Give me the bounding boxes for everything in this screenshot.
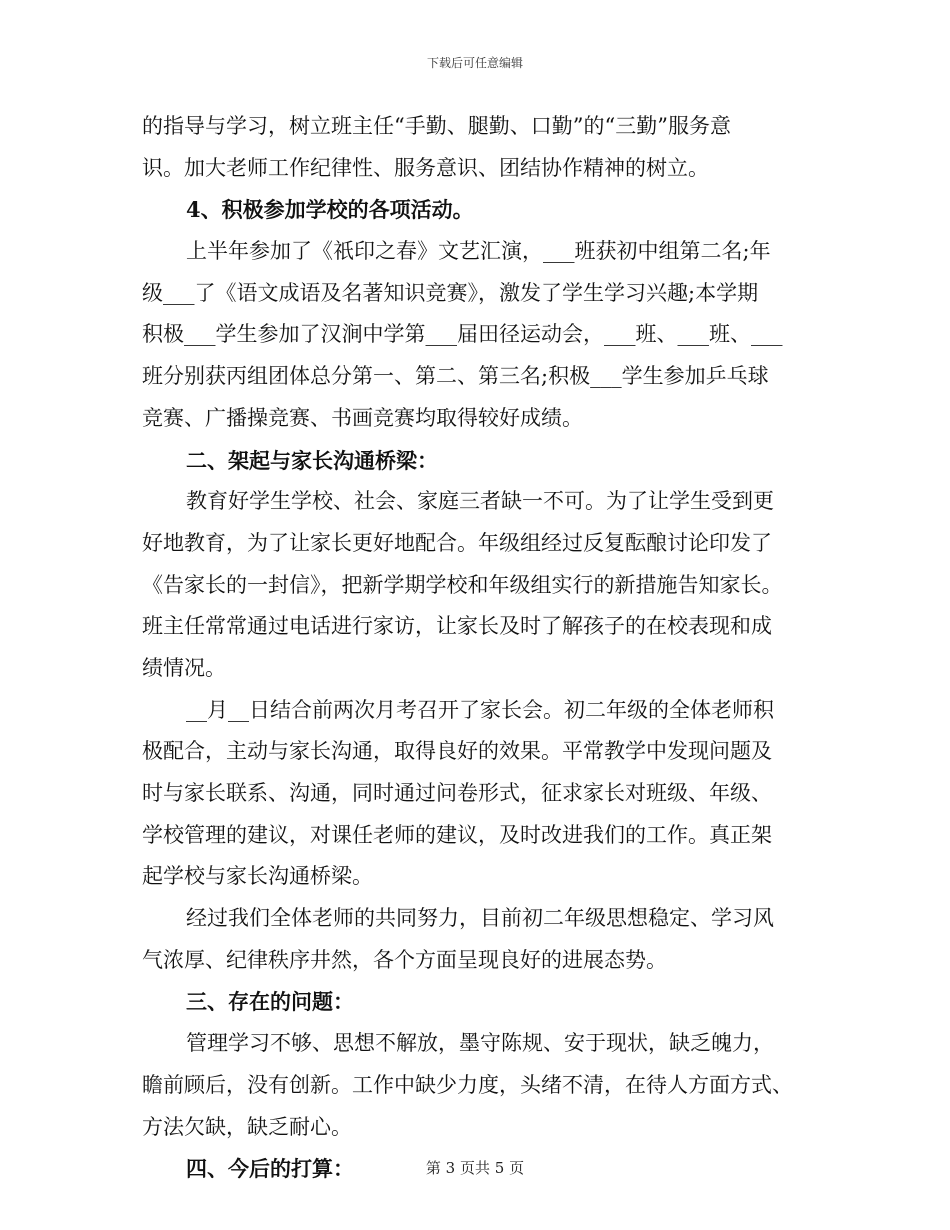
text-line: 极配合，主动与家长沟通，取得良好的效果。平常教学中发现问题及 [142, 739, 772, 764]
text-line: 竞赛、广播操竞赛、书画竞赛均取得较好成绩。 [142, 405, 583, 430]
text-line: 识。加大老师工作纪律性、服务意识、团结协作精神的树立。 [142, 155, 709, 180]
page-header: 下载后可任意编辑 [426, 56, 523, 70]
text-line: 班主任常常通过电话进行家访，让家长及时了解孩子的在校表现和成 [142, 614, 772, 639]
text-line: 气浓厚、纪律秩序井然，各个方面呈现良好的进展态势。 [142, 947, 667, 972]
text-line: __月__日结合前两次月考召开了家长会。初二年级的全体老师积 [186, 697, 774, 722]
page-number: 第 3 页共 5 页 [425, 1159, 525, 1177]
text-line: 管理学习不够、思想不解放，墨守陈规、安于现状，缺乏魄力， [186, 1031, 774, 1056]
text-line: 方法欠缺，缺乏耐心。 [142, 1114, 352, 1139]
text-line: 教育好学生学校、社会、家庭三者缺一不可。为了让学生受到更 [186, 489, 774, 514]
section-heading: 三、存在的问题： [186, 989, 354, 1015]
text-line: 经过我们全体老师的共同努力，目前初二年级思想稳定、学习风 [186, 906, 774, 931]
text-line: 积极___学生参加了汉涧中学第___届田径运动会，___班、___班、___ [142, 322, 783, 347]
text-line: 学校管理的建议，对课任老师的建议，及时改进我们的工作。真正架 [142, 822, 772, 847]
text-line: 瞻前顾后，没有创新。工作中缺少力度，头绪不清，在待人方面方式、 [142, 1072, 793, 1097]
text-line: 级___了《语文成语及名著知识竞赛》，激发了学生学习兴趣;本学期 [142, 280, 759, 305]
document-body [142, 106, 810, 1190]
section-heading: 二、架起与家长沟通桥梁： [186, 447, 438, 473]
text-line: 绩情况。 [142, 655, 226, 680]
text-line: 《告家长的一封信》，把新学期学校和年级组实行的新措施告知家长。 [142, 572, 783, 597]
section-heading: 4、积极参加学校的各项活动。 [186, 197, 474, 223]
text-line: 的指导与学习，树立班主任“手勤、腿勤、口勤”的“三勤”服务意 [142, 114, 731, 138]
text-line: 时与家长联系、沟通，同时通过问卷形式，征求家长对班级、年级、 [142, 781, 772, 805]
text-line: 起学校与家长沟通桥梁。 [142, 864, 373, 889]
text-line: 好地教育，为了让家长更好地配合。年级组经过反复酝酿讨论印发了 [142, 530, 772, 555]
section-heading: 四、今后的打算： [186, 1156, 354, 1182]
text-line: 上半年参加了《祇印之春》文艺汇演，___班获初中组第二名;年 [186, 239, 771, 264]
text-line: 班分别获丙组团体总分第一、第二、第三名;积极___学生参加乒乓球 [142, 364, 769, 389]
